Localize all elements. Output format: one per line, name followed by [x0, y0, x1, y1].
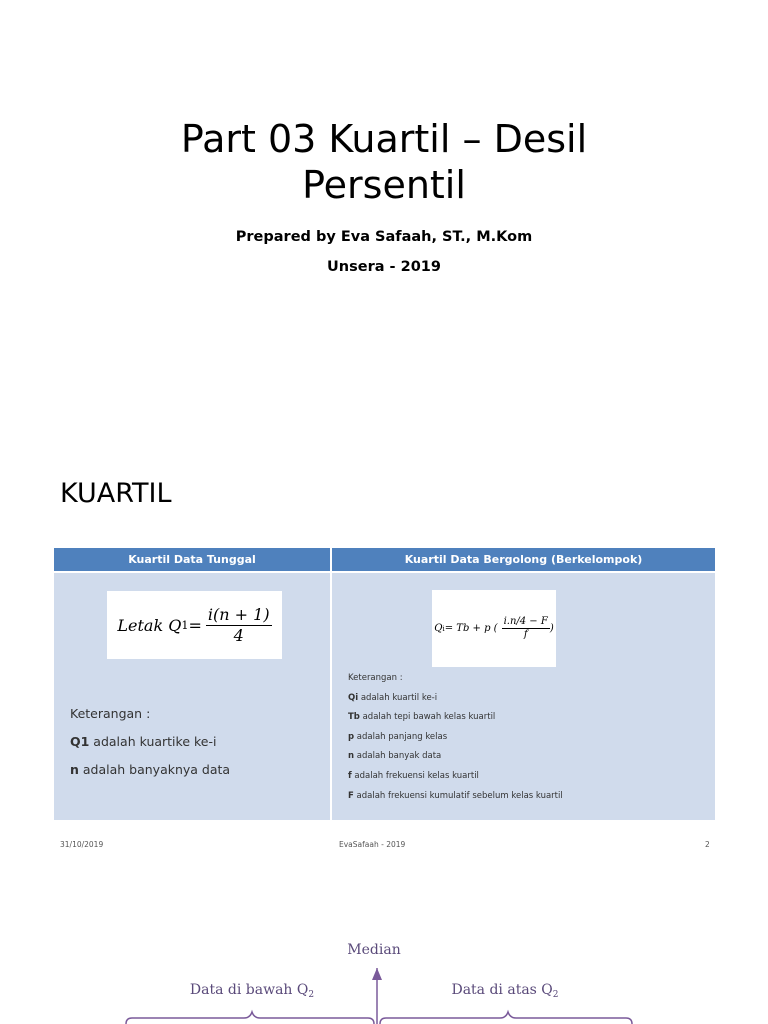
- footer-author: EvaSafaah - 2019: [339, 840, 406, 849]
- right-group-label: Data di atas $Q_2$: [451, 982, 559, 1000]
- table-header-right: Kuartil Data Bergolong (Berkelompok): [332, 548, 715, 571]
- keterangan-title: Keterangan :: [70, 706, 151, 721]
- formula-fraction: [206, 605, 272, 644]
- list-item: p adalah panjang kelas: [348, 731, 448, 742]
- formula-denominator: 4: [233, 625, 244, 645]
- formula-single-data: [107, 591, 282, 659]
- table-header-left: Kuartil Data Tunggal: [54, 548, 330, 571]
- list-item: F adalah frekuensi kumulatif sebelum kelas kuartil: [348, 790, 563, 801]
- list-item: f adalah frekuensi kelas kuartil: [348, 770, 479, 781]
- keterangan-right: [348, 673, 563, 810]
- formula-sub: 1: [181, 618, 189, 632]
- median-arrow-head: [372, 968, 382, 980]
- left-brace: [126, 1012, 374, 1024]
- formula-equals: =: [188, 615, 202, 635]
- slide-heading: KUARTIL: [60, 478, 172, 509]
- footer-page-number: 2: [705, 840, 710, 849]
- formula-fraction: $\frac{i.n/4 - F}{f}$: [503, 616, 548, 640]
- list-item: Tb adalah tepi bawah kelas kuartil: [348, 712, 496, 723]
- keterangan-left: [70, 706, 230, 790]
- kuartil-slide: [0, 432, 768, 864]
- keterangan-title: Keterangan :: [348, 673, 403, 683]
- list-item: Q1 adalah kuartike ke-i: [70, 734, 217, 749]
- formula-grouped-data: Q i = Tb + p ( $\frac{i.n/4 - F}{f}$ ): [432, 590, 556, 667]
- organization-line: Unsera - 2019: [327, 259, 441, 275]
- footer-date: 31/10/2019: [60, 840, 104, 849]
- table-cell-right: [332, 573, 715, 820]
- right-brace: [380, 1012, 632, 1024]
- formula-prefix: Letak Q: [117, 615, 182, 635]
- title-line-2: Persentil: [302, 163, 466, 207]
- title-slide: [0, 0, 768, 432]
- kuartil-table: [54, 548, 715, 820]
- author-line: Prepared by Eva Safaah, ST., M.Kom: [235, 229, 533, 245]
- median-diagram: [0, 864, 768, 1024]
- slide-title: [0, 116, 768, 208]
- left-group-label: Data di bawah $Q_2$: [189, 982, 315, 1000]
- list-item: n adalah banyak data: [348, 751, 442, 762]
- median-diagram-slide: [0, 864, 768, 1024]
- table-cell-left: [54, 573, 330, 820]
- title-line-1: Part 03 Kuartil – Desil: [180, 117, 588, 161]
- list-item: n adalah banyaknya data: [70, 762, 231, 777]
- formula-numerator: i(n + 1): [207, 605, 270, 625]
- median-label: Median: [347, 942, 401, 958]
- list-item: Qi adalah kuartil ke-i: [348, 692, 438, 703]
